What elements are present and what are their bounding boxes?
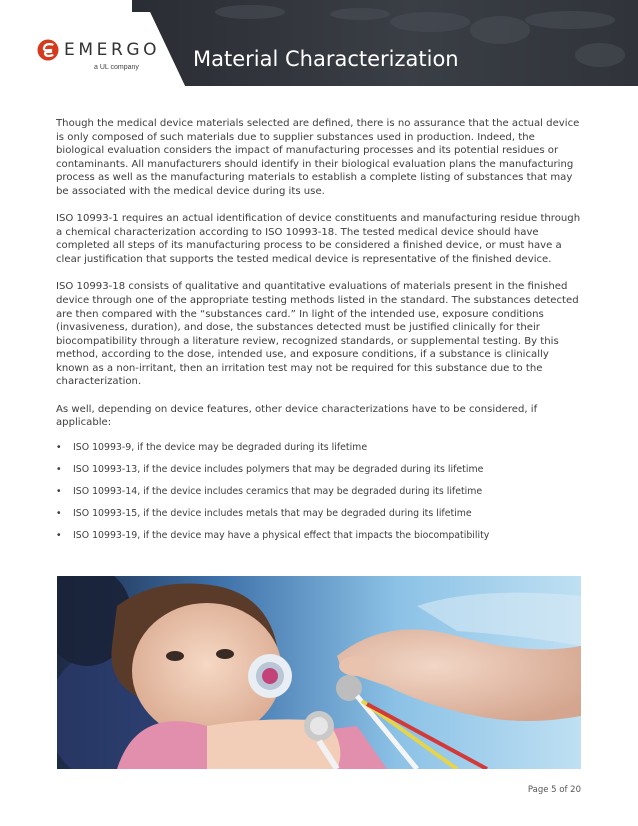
emergo-logo — [37, 38, 177, 78]
list-item-text: ISO 10993-13, if the device includes polymers that may be degraded during its lifetime — [73, 464, 484, 476]
list-item-text: ISO 10993-19, if the device may have a physical effect that impacts the biocompatibility — [73, 530, 490, 542]
bullet-icon: • — [56, 508, 62, 520]
bullet-icon: • — [56, 486, 62, 498]
list-item-text: ISO 10993-15, if the device includes metals that may be degraded during its lifetime — [73, 508, 472, 520]
list-item-text: ISO 10993-9, if the device may be degraded during its lifetime — [73, 441, 368, 453]
paragraph-4: As well, depending on device features, other device characterizations have to be considered, if applicable: — [56, 403, 538, 429]
brand-subtitle: a UL company — [94, 64, 139, 71]
baby-ecg-photo — [57, 576, 581, 769]
bullet-icon: • — [56, 441, 62, 453]
list-item-text: ISO 10993-14, if the device includes ceramics that may be degraded during its lifetime — [73, 486, 483, 498]
page-title: Material Characterization — [193, 47, 459, 71]
list-item — [56, 486, 584, 498]
list-item — [56, 464, 584, 476]
bullet-list — [56, 442, 584, 542]
body-content — [56, 117, 584, 552]
bullet-icon: • — [56, 530, 62, 542]
paragraph-1: Though the medical device materials selected are defined, there is no assurance that the actual device is only composed of such materials due to supplier substances used in production. Indeed, the biological evaluation considers the impact of manufacturing processes and its potential residues or contaminants. All manufacturers should identify in their biological evaluation plans the manufacturing process as well as the manufacturing materials to establish a complete listing of substances that may be associated with the medical device during its use. — [56, 118, 580, 197]
bullet-icon: • — [56, 464, 62, 476]
paragraph-3: ISO 10993-18 consists of qualitative and quantitative evaluations of materials present in the finished device through one of the appropriate testing methods listed in the standard. The substances detected are then compared with the “substances card.” In light of the intended use, exposure conditions (invasiveness, duration), and dose, the substances detected must be justified clinically for their biocompatibility through a literature review, recognized standards, or supplemental testing. By this method, according to the dose, intended use, and exposure conditions, if a substance is clinically known as a non-irritant, then an irritation test may not be required for this substance due to the characterization. — [56, 281, 579, 388]
emergo-logo-icon — [37, 39, 59, 61]
list-item — [56, 442, 584, 454]
brand-name: EMERGO — [64, 40, 161, 60]
page-header — [0, 0, 638, 86]
list-item — [56, 530, 584, 542]
page-number: Page 5 of 20 — [527, 785, 581, 795]
list-item — [56, 508, 584, 520]
paragraph-2: ISO 10993-1 requires an actual identification of device constituents and manufacturing residue through a chemical characterization according to ISO 10993-18. The tested medical device should have completed all steps of its manufacturing process to be considered a finished device, or must have a clear justification that supports the tested medical device is representative of the finished device. — [56, 213, 581, 265]
